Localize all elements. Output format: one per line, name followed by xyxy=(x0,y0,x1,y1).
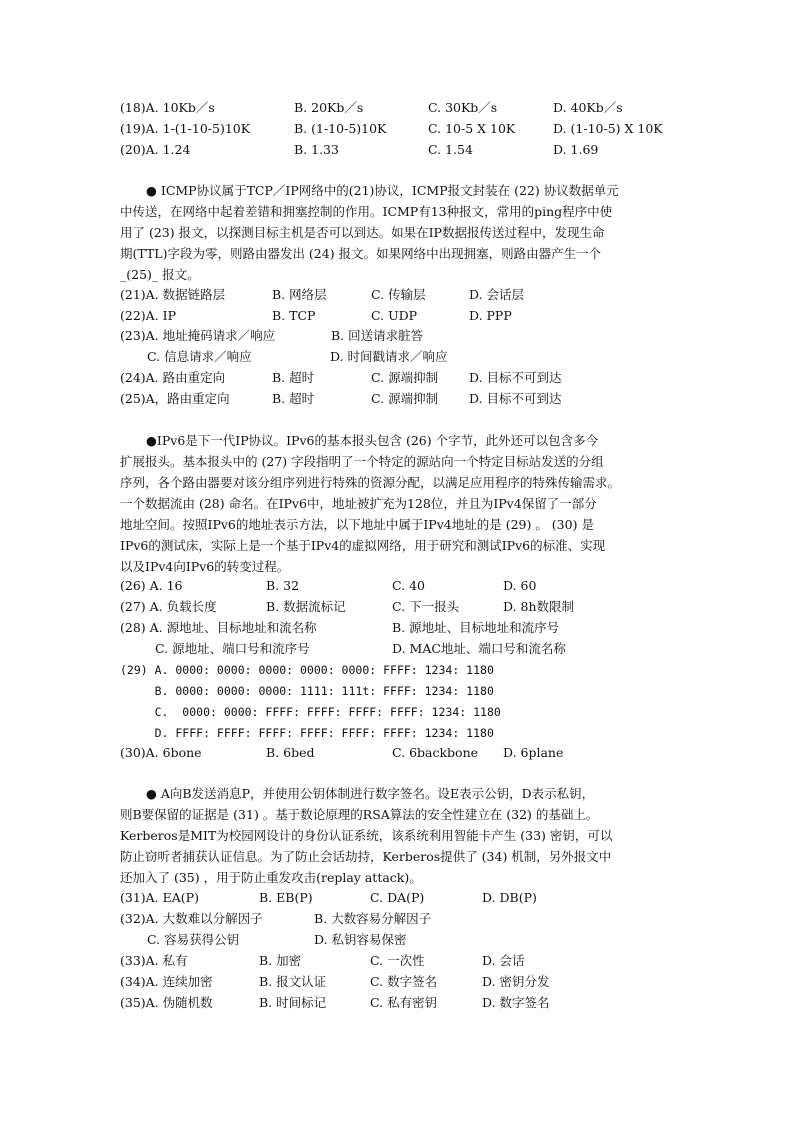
icmp-line: ● ICMP协议属于TCP／IP网络中的(21)协议，ICMP报文封装在 (22) 协议数据单元 xyxy=(146,183,619,198)
q18-option-d: D. 40Kb／s xyxy=(553,100,623,115)
ipv6-line: 地址空间。按照IPv6的地址表示方法，以下地址中属于IPv4地址的是 (29) 。 (30) 是 xyxy=(120,517,594,532)
q30-option-a: (30)A. 6bone xyxy=(120,745,202,760)
q20-option-c: C. 1.54 xyxy=(428,142,473,157)
q28-option-a: (28) A. 源地址、目标地址和流名称 xyxy=(120,620,317,635)
q30-option-d: D. 6plane xyxy=(503,745,564,760)
q27-option-c: C. 下一报头 xyxy=(392,599,460,614)
ipv6-line: IPv6的测试床，实际上是一个基于IPv4的虚拟网络，用于研究和测试IPv6的标准、实现 xyxy=(120,538,606,553)
q22-option-b: B. TCP xyxy=(272,308,316,323)
crypto-line: 还加入了 (35) ，用于防止重发攻击(replay attack)。 xyxy=(120,870,422,885)
q21-option-a: (21)A. 数据链路层 xyxy=(120,287,226,302)
q25-option-a: (25)A，路由重定向 xyxy=(120,391,230,406)
q29-option-b: B. 0000: 0000: 0000: 1111: 111t: FFFF: 1234: 1180 xyxy=(120,684,494,698)
q28-option-d: D. MAC地址、端口号和流名称 xyxy=(392,641,566,656)
q30-option-b: B. 6bed xyxy=(266,745,315,760)
q31-option-b: B. EB(P) xyxy=(259,890,313,905)
q19-option-c: C. 10-5 X 10K xyxy=(428,121,516,136)
crypto-line: 防止窃听者捕获认证信息。为了防止会话劫持，Kerberos提供了 (34) 机制，另外报文中 xyxy=(120,849,612,864)
q33-option-c: C. 一次性 xyxy=(370,953,425,968)
ipv6-line: ●IPv6是下一代IP协议。IPv6的基本报头包含 (26) 个字节，此外还可以包含多今 xyxy=(146,433,599,448)
q23-option-d: D. 时间戳请求／响应 xyxy=(330,349,448,364)
q32-option-d: D. 私钥容易保密 xyxy=(314,932,407,947)
q25-option-d: D. 目标不可到达 xyxy=(469,391,562,406)
q19-option-d: D. (1-10-5) X 10K xyxy=(553,121,663,136)
q24-option-a: (24)A. 路由重定向 xyxy=(120,370,226,385)
q31-option-c: C. DA(P) xyxy=(370,890,425,905)
ipv6-line: 以及IPv4向IPv6的转变过程。 xyxy=(120,559,290,574)
icmp-paragraph xyxy=(120,180,675,285)
q32-option-b: B. 大数容易分解因子 xyxy=(314,911,432,926)
q21-option-b: B. 网络层 xyxy=(272,287,327,302)
q27-option-b: B. 数据流标记 xyxy=(266,599,346,614)
q26-option-a: (26) A. 16 xyxy=(120,578,183,593)
crypto-line: Kerberos是MIT为校园网设计的身份认证系统，该系统利用智能卡产生 (33) 密钥，可以 xyxy=(120,828,613,843)
q20-option-a: (20)A. 1.24 xyxy=(120,142,191,157)
q35-option-a: (35)A. 伪随机数 xyxy=(120,995,213,1010)
ipv6-line: 序列，各个路由器要对该分组序列进行特殊的资源分配，以满足应用程序的特殊传输需求。 xyxy=(120,475,621,490)
q28-option-b: B. 源地址、目标地址和流序号 xyxy=(392,620,560,635)
q22-option-a: (22)A. IP xyxy=(120,308,176,323)
q27-option-a: (27) A. 负载长度 xyxy=(120,599,217,614)
q20-option-b: B. 1.33 xyxy=(294,142,339,157)
q23-option-a: (23)A. 地址掩码请求／响应 xyxy=(120,328,276,343)
q18-option-b: B. 20Kb／s xyxy=(294,100,364,115)
ipv6-paragraph xyxy=(120,430,675,577)
crypto-line: 则B要保留的证据是 (31) 。基于数论原理的RSA算法的安全性建立在 (32) 的基础上。 xyxy=(120,807,599,822)
q33-option-a: (33)A. 私有 xyxy=(120,953,188,968)
q24-option-c: C. 源端抑制 xyxy=(371,370,439,385)
q33-option-d: D. 会话 xyxy=(482,953,525,968)
q34-option-b: B. 报文认证 xyxy=(259,974,327,989)
q18-option-a: (18)A. 10Kb／s xyxy=(120,100,215,115)
q29-option-c: C. 0000: 0000: FFFF: FFFF: FFFF: FFFF: 1234: 1180 xyxy=(120,705,501,719)
q19-option-b: B. (1-10-5)10K xyxy=(294,121,387,136)
q31-option-d: D. DB(P) xyxy=(482,890,537,905)
q33-option-b: B. 加密 xyxy=(259,953,302,968)
q27-option-d: D. 8h数限制 xyxy=(503,599,575,614)
q31-option-a: (31)A. EA(P) xyxy=(120,890,199,905)
icmp-line: 中传送，在网络中起着差错和拥塞控制的作用。ICMP有13种报文，常用的ping程序中使 xyxy=(120,204,613,219)
q24-option-b: B. 超时 xyxy=(272,370,315,385)
q32-option-c: C. 容易获得公钥 xyxy=(147,932,240,947)
q26-option-b: B. 32 xyxy=(266,578,300,593)
q20-option-d: D. 1.69 xyxy=(553,142,599,157)
q30-option-c: C. 6backbone xyxy=(392,745,479,760)
icmp-line: 期(TTL)字段为零，则路由器发出 (24) 报文。如果网络中出现拥塞，则路由器产生一个 xyxy=(120,246,602,261)
q35-option-b: B. 时间标记 xyxy=(259,995,327,1010)
q21-option-c: C. 传输层 xyxy=(371,287,426,302)
q19-option-a: (19)A. 1-(1-10-5)10K xyxy=(120,121,251,136)
crypto-line: ● A向B发送消息P，并使用公钥体制进行数字签名。设E表示公钥，D表示私钥， xyxy=(146,786,595,801)
q35-option-c: C. 私有密钥 xyxy=(370,995,438,1010)
q34-option-c: C. 数字签名 xyxy=(370,974,438,989)
q28-option-c: C. 源地址、端口号和流序号 xyxy=(155,641,310,656)
ipv6-line: 一个数据流由 (28) 命名。在IPv6中，地址被扩充为128位，并且为IPv4保留了一部分 xyxy=(120,496,597,511)
q21-option-d: D. 会话层 xyxy=(469,287,525,302)
q34-option-d: D. 密钥分发 xyxy=(482,974,550,989)
q25-option-b: B. 超时 xyxy=(272,391,315,406)
q23-option-c: C. 信息请求／响应 xyxy=(147,349,252,364)
ipv6-line: 扩展报头。基本报头中的 (27) 字段指明了一个特定的源站向一个特定目标站发送的分组 xyxy=(120,454,604,469)
q24-option-d: D. 目标不可到达 xyxy=(469,370,562,385)
q35-option-d: D. 数字签名 xyxy=(482,995,550,1010)
q25-option-c: C. 源端抑制 xyxy=(371,391,439,406)
q34-option-a: (34)A. 连续加密 xyxy=(120,974,213,989)
q29-option-d: D. FFFF: FFFF: FFFF: FFFF: FFFF: FFFF: 1234: 1180 xyxy=(120,726,494,740)
q23-option-b: B. 回送请求脏答 xyxy=(331,328,424,343)
q26-option-d: D. 60 xyxy=(503,578,537,593)
icmp-line: 用了 (23) 报文，以探测目标主机是否可以到达。如果在IP数据报传送过程中，发现生命 xyxy=(120,225,605,240)
q29-option-a: (29) A. 0000: 0000: 0000: 0000: 0000: FFFF: 1234: 1180 xyxy=(120,663,494,677)
q26-option-c: C. 40 xyxy=(392,578,425,593)
q32-option-a: (32)A. 大数难以分解因子 xyxy=(120,911,263,926)
q22-option-c: C. UDP xyxy=(371,308,418,323)
icmp-line: _(25)_ 报文。 xyxy=(120,267,200,282)
q22-option-d: D. PPP xyxy=(469,308,512,323)
crypto-paragraph xyxy=(120,783,675,888)
q18-option-c: C. 30Kb／s xyxy=(428,100,498,115)
